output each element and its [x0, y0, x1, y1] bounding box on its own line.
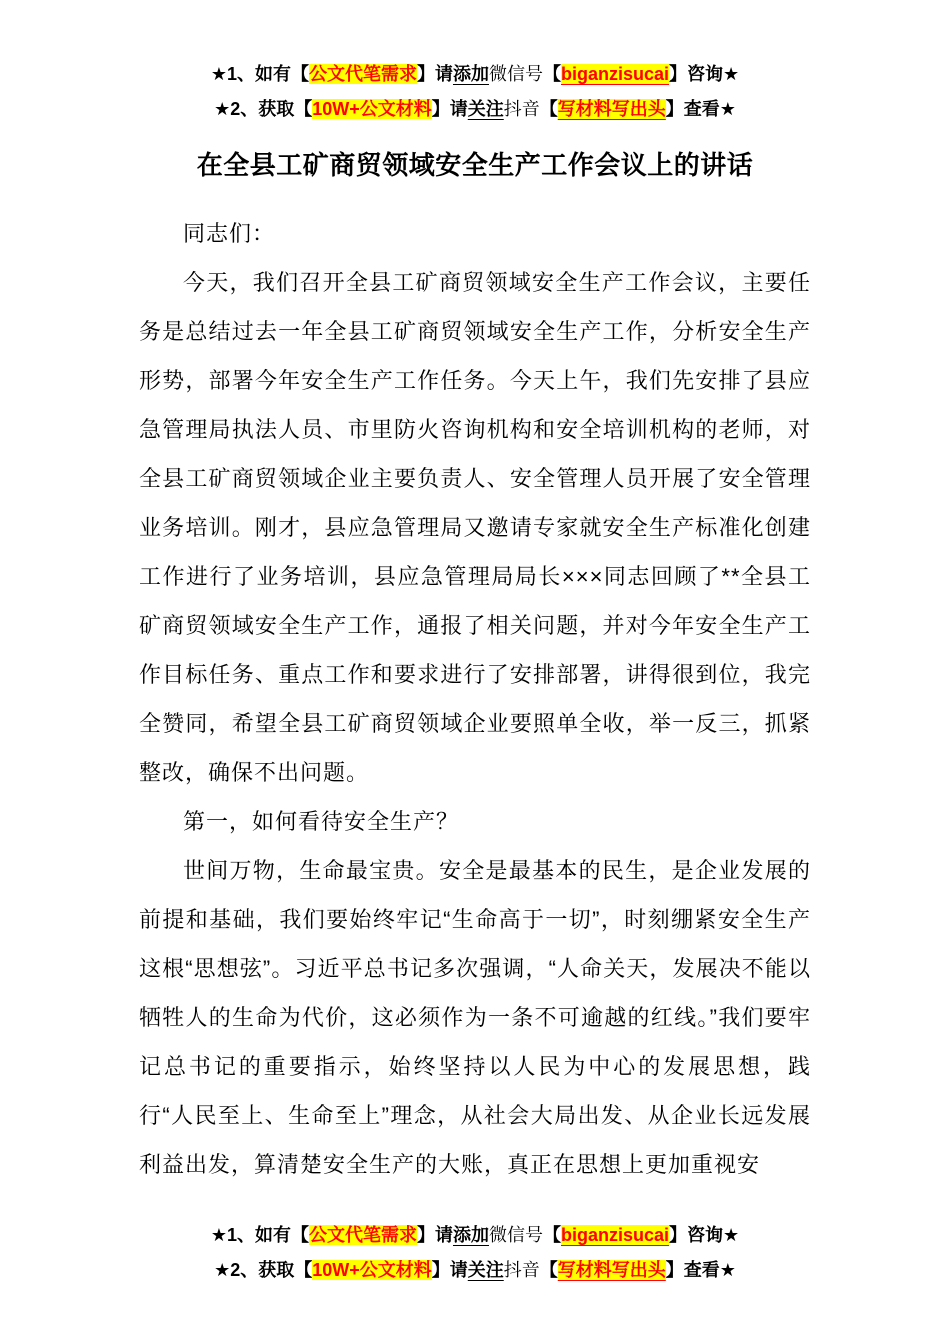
paragraph: 今天，我们召开全县工矿商贸领域安全生产工作会议，主要任务是总结过去一年全县工矿商贸领域安全生产工作，分析安全生产形势，部署今年安全生产工作任务。今天上午，我们先安排了县应急管理局执法人员、市里防火咨询机构和安全培训机构的老师，对全县工矿商贸领域企业主要负责人、安全管理人员开展了安全管理业务培训。刚才，县应急管理局又邀请专家就安全生产标准化创建工作进行了业务培训，县应急管理局局长×××同志回顾了**全县工矿商贸领域安全生产工作，通报了相关问题，并对今年安全生产工作目标任务、重点工作和要求进行了安排部署，讲得很到位，我完全赞同，希望全县工矿商贸领域企业要照单全收，举一反三，抓紧整改，确保不出问题。	[139, 270, 811, 785]
promo-line	[0, 57, 950, 92]
promo-segment: 【	[539, 1260, 558, 1280]
promo-banner-bottom	[0, 1218, 950, 1344]
promo-segment: 微信号	[488, 64, 543, 84]
promo-line	[0, 1218, 950, 1253]
promo-segment: biganzisucai	[560, 1225, 670, 1245]
promo-segment: 【	[539, 99, 558, 119]
promo-line	[0, 92, 950, 127]
promo-segment: 】请	[416, 1225, 453, 1245]
document-title: 在全县工矿商贸领域安全生产工作会议上的讲话	[196, 150, 754, 180]
promo-segment: 10W+公文材料	[312, 99, 432, 119]
promo-segment: biganzisucai	[560, 64, 670, 84]
promo-segment: 】请	[416, 64, 453, 84]
promo-banner-top	[0, 0, 950, 127]
paragraph: 同志们：	[183, 221, 276, 246]
promo-segment: 】查看★	[665, 1260, 736, 1280]
promo-segment: 公文代笔需求	[308, 1225, 417, 1245]
promo-segment: 写材料写出头	[557, 1260, 666, 1280]
promo-segment: 【	[542, 64, 561, 84]
promo-segment: 10W+公文材料	[312, 1260, 432, 1280]
document-body	[0, 209, 950, 1189]
promo-segment: 】咨询★	[669, 1225, 740, 1245]
promo-segment: 【	[542, 1225, 561, 1245]
promo-segment: 】请	[431, 99, 468, 119]
paragraph: 第一，如何看待安全生产？	[183, 809, 460, 834]
promo-segment: 公文代笔需求	[308, 64, 417, 84]
promo-segment: ★1、如有【	[210, 1225, 309, 1245]
promo-segment: 抖音	[503, 1260, 540, 1280]
promo-segment: 】请	[431, 1260, 468, 1280]
promo-line	[0, 1253, 950, 1288]
promo-segment: 添加	[452, 64, 489, 84]
promo-segment: ★1、如有【	[210, 64, 309, 84]
promo-segment: 】咨询★	[669, 64, 740, 84]
promo-segment: 添加	[452, 1225, 489, 1245]
promo-segment: 微信号	[488, 1225, 543, 1245]
promo-segment: 抖音	[503, 99, 540, 119]
promo-segment: 】查看★	[665, 99, 736, 119]
promo-segment: ★2、获取【	[214, 1260, 313, 1280]
paragraph: 世间万物，生命最宝贵。安全是最基本的民生，是企业发展的前提和基础，我们要始终牢记“生命高于一切”，时刻绷紧安全生产这根“思想弦”。习近平总书记多次强调，“人命关天，发展决不能以牺牲人的生命为代价，这必须作为一条不可逾越的红线。”我们要牢记总书记的重要指示，始终坚持以人民为中心的发展思想，践行“人民至上、生命至上”理念，从社会大局出发、从企业长远发展利益出发，算清楚安全生产的大账，真正在思想上更加重视安	[139, 858, 811, 1177]
promo-segment: 关注	[467, 1260, 504, 1280]
promo-segment: 写材料写出头	[557, 99, 666, 119]
promo-segment: ★2、获取【	[214, 99, 313, 119]
promo-segment: 关注	[467, 99, 504, 119]
